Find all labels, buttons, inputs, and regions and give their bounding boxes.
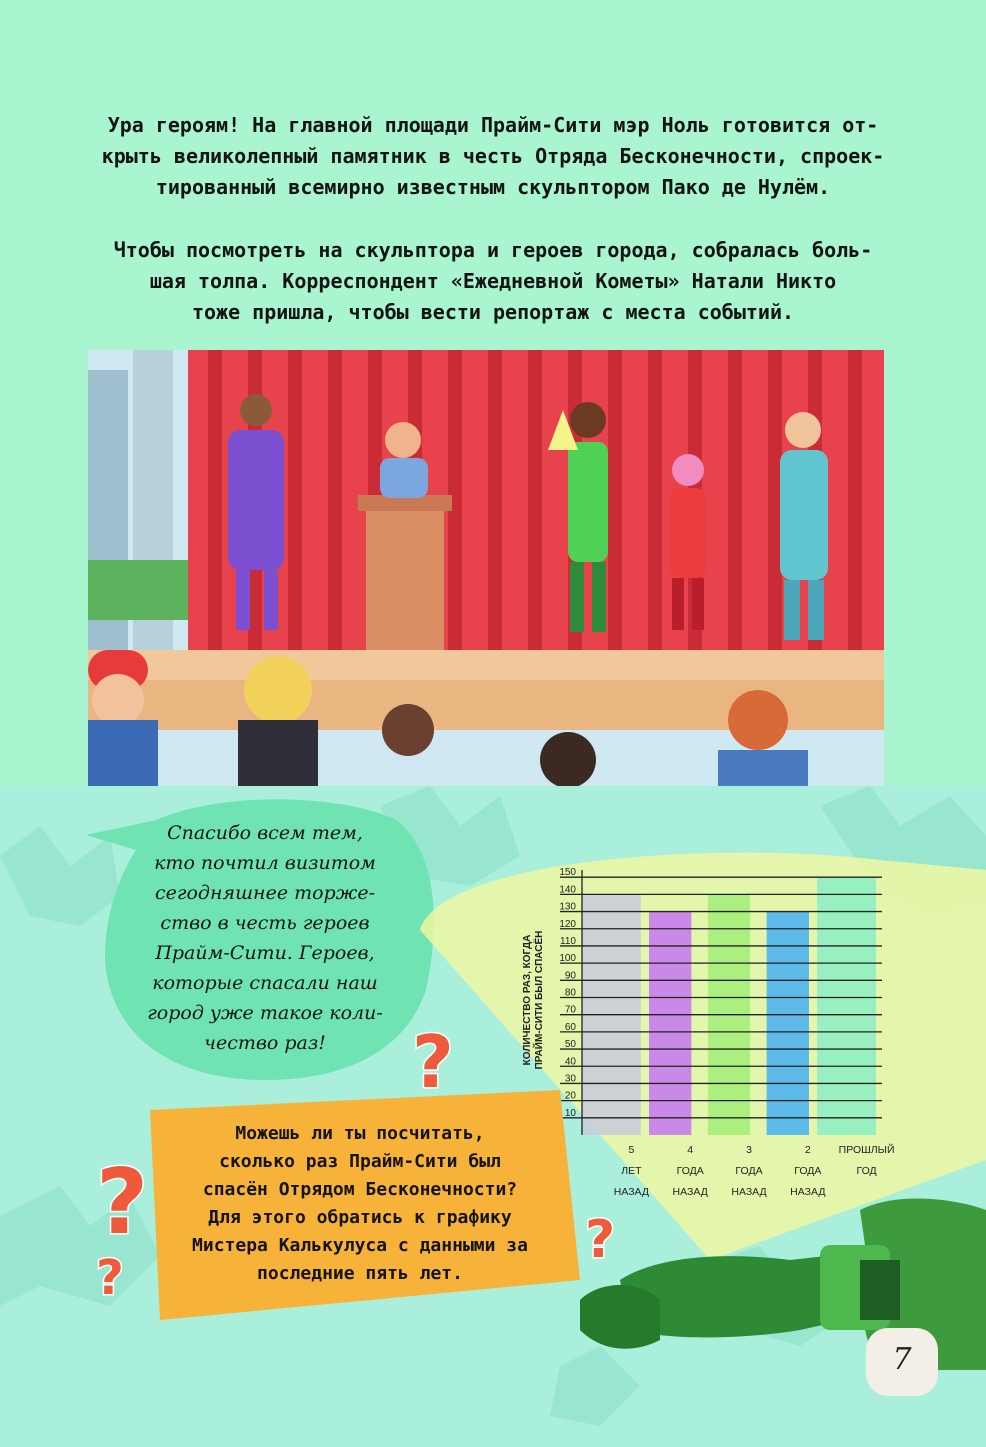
y-tick-label: 10 [564,1107,576,1119]
chart-bar [767,912,809,1135]
x-tick-label: НАЗАД [613,1186,650,1198]
speech-bubble-text [110,818,420,1058]
y-tick-label: 40 [564,1056,576,1068]
y-tick-label: 30 [564,1073,576,1085]
x-tick-label: ГОД [856,1165,877,1177]
speech-line: город уже такое коли- [147,1002,383,1024]
intro-paragraph-2 [60,235,926,328]
speech-line: ство в честь героев [160,912,370,934]
speech-line: Прайм-Сити. Героев, [155,942,375,964]
y-tick-label: 150 [559,867,576,879]
x-tick-label: ГОДА [676,1165,704,1177]
x-tick-label: 5 [628,1144,635,1156]
x-tick-label: НАЗАД [790,1186,826,1198]
x-tick-label: 4 [687,1144,694,1156]
question-line: Для этого обратись к графику [208,1207,512,1228]
speech-line: Спасибо всем тем, [167,822,363,844]
y-tick-label: 140 [559,884,576,896]
intro-paragraph-1 [60,110,926,203]
intro-line: тированный всемирно известным скульптором Пако де Нулём. [155,175,831,199]
question-mark-icon: ? [585,1210,616,1270]
question-line: Можешь ли ты посчитать, [235,1123,485,1144]
y-tick-label: 90 [564,970,576,982]
y-tick-label: 70 [564,1004,576,1016]
question-line: сколько раз Прайм-Сити был [219,1151,501,1172]
speech-line: сегодняшнее торже- [155,882,375,904]
speech-line: чество раз! [204,1032,326,1054]
stage-illustration [88,350,884,786]
y-axis-label: КОЛИЧЕСТВО РАЗ, КОГДАПРАЙМ-СИТИ БЫЛ СПАСЁН [522,930,545,1070]
question-mark-icon: ? [96,1150,149,1255]
x-tick-label: ЛЕТ [621,1165,642,1177]
y-tick-label: 120 [559,918,576,930]
y-tick-label: 100 [559,953,576,965]
question-line: Мистера Калькулуса с данными за [192,1235,528,1256]
x-tick-label: ПРОШЛЫЙ [838,1144,895,1156]
x-tick-label: 2 [804,1144,811,1156]
x-tick-label: ГОДА [735,1165,763,1177]
stage-scene-picture [88,350,884,786]
intro-line: шая толпа. Корреспондент «Ежедневной Кометы» Натали Никто [149,269,837,293]
speech-line: кто почтил визитом [154,852,376,874]
intro-line: тоже пришла, чтобы вести репортаж с места событий. [191,300,795,324]
question-text [162,1120,558,1288]
x-tick-label: НАЗАД [731,1186,767,1198]
question-line: спасён Отрядом Бесконечности? [202,1179,518,1200]
x-tick-label: НАЗАД [672,1186,708,1198]
question-mark-icon: ? [412,1020,454,1104]
intro-line: Чтобы посмотреть на скульптора и героев города, собралась боль- [113,238,873,262]
page-number: 7 [892,1342,912,1377]
y-tick-label: 80 [564,987,576,999]
intro-line: крыть великолепный памятник в честь Отряда Бесконечности, спроек- [101,144,885,168]
speech-line: которые спасали наш [152,972,378,994]
y-tick-label: 130 [559,901,576,913]
chart-bar [817,877,876,1135]
y-tick-label: 50 [564,1039,576,1051]
chart-bar [649,912,691,1135]
x-tick-label: 3 [746,1144,752,1156]
y-tick-label: 110 [560,935,576,947]
intro-line: Ура героям! На главной площади Прайм-Сити мэр Ноль готовится от- [107,113,879,137]
question-mark-icon: ? [96,1250,124,1306]
y-tick-label: 60 [564,1021,576,1033]
y-tick-label: 20 [564,1090,576,1102]
question-line: последние пять лет. [257,1263,463,1284]
x-tick-label: ГОДА [794,1165,822,1177]
